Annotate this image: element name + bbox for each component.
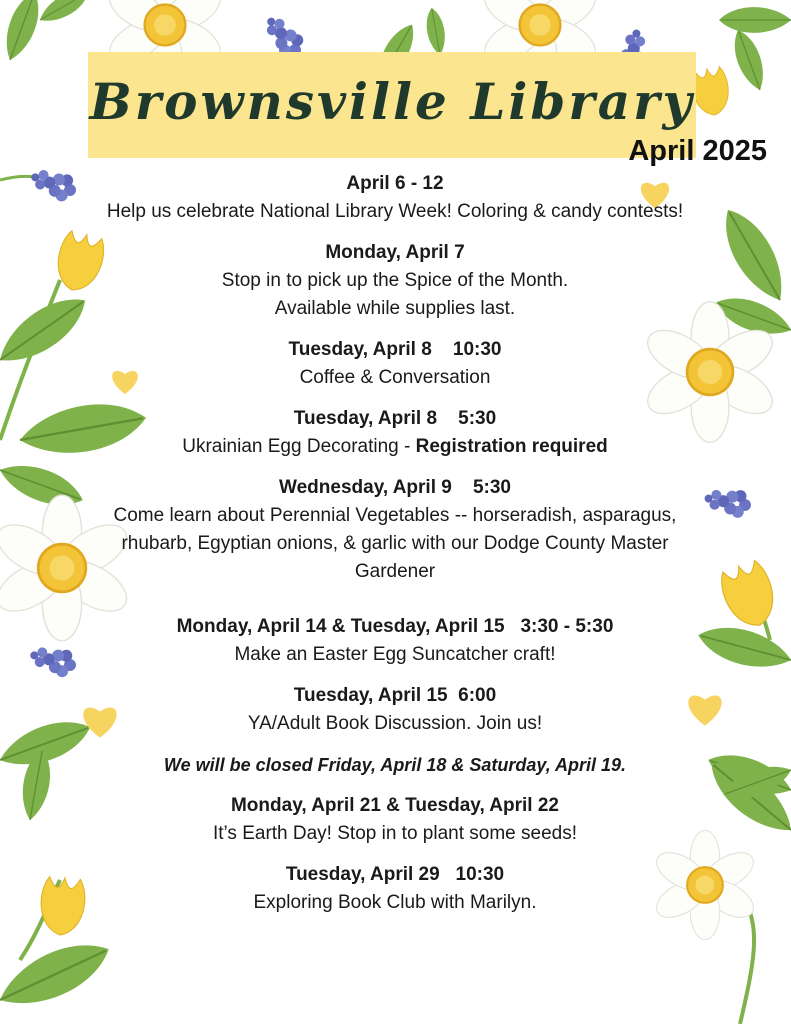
event-heading: Tuesday, April 8 10:30: [288, 339, 502, 360]
event-description: Exploring Book Club with Marilyn.: [253, 892, 537, 913]
event-description: Help us celebrate National Library Week! Coloring & candy contests!: [106, 201, 684, 222]
month-label: April 2025: [628, 135, 767, 167]
library-title: Brownsville Library: [89, 72, 695, 131]
event-heading: April 6 - 12: [346, 173, 444, 194]
event-description: [95, 433, 695, 461]
event-heading: Monday, April 21 & Tuesday, April 22: [230, 795, 559, 816]
event-description: Available while supplies last.: [274, 298, 516, 319]
event-heading: Monday, April 14 & Tuesday, April 15 3:30 - 5:30: [176, 616, 614, 637]
event-heading: Tuesday, April 8 5:30: [293, 408, 497, 429]
event-item: [95, 405, 695, 461]
event-description-text: Ukrainian Egg Decorating -: [182, 436, 416, 457]
event-description: Make an Easter Egg Suncatcher craft!: [234, 644, 556, 665]
closure-notice: We will be closed Friday, April 18 & Saturday, April 19.: [163, 755, 627, 775]
spacer: [95, 599, 695, 613]
event-description: Coffee & Conversation: [299, 367, 491, 388]
registration-note: Registration required: [415, 436, 608, 457]
event-description: It’s Earth Day! Stop in to plant some seeds!: [212, 823, 577, 844]
event-item: [95, 336, 695, 392]
event-heading: Wednesday, April 9 5:30: [279, 477, 511, 498]
event-item: [95, 682, 695, 738]
event-item: [95, 239, 695, 323]
event-item: [95, 613, 695, 669]
event-item: [95, 170, 695, 226]
event-heading: Monday, April 7: [325, 242, 465, 263]
event-list: [95, 170, 695, 930]
event-description: YA/Adult Book Discussion. Join us!: [247, 713, 543, 734]
event-item: [95, 792, 695, 848]
event-description: Stop in to pick up the Spice of the Month.: [221, 270, 569, 291]
event-heading: Tuesday, April 15 6:00: [293, 685, 497, 706]
event-item: [95, 474, 695, 586]
event-description: Come learn about Perennial Vegetables -- horseradish, asparagus, rhubarb, Egyptian onions, & garlic with our Dodge County Master Gardener: [113, 505, 677, 582]
event-heading: Tuesday, April 29 10:30: [285, 864, 505, 885]
event-item: [95, 861, 695, 917]
